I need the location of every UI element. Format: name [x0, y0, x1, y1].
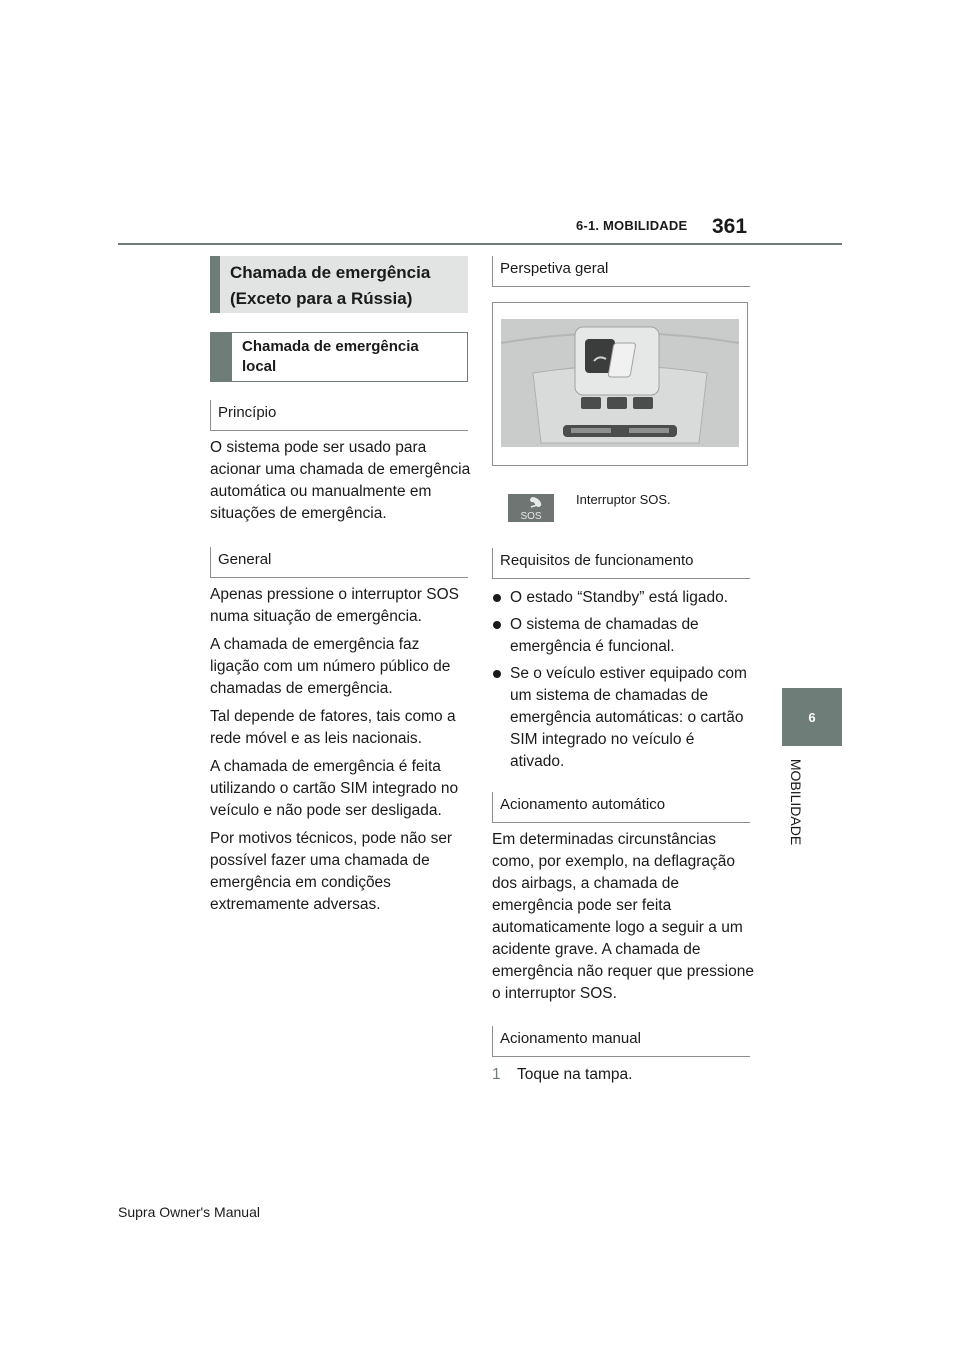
chapter-label [786, 756, 806, 852]
requirements-heading: Requisitos de funcionamento [492, 548, 750, 579]
general-section [210, 584, 472, 922]
general-paragraph: Apenas pressione o interruptor SOS numa situação de emergência. [210, 586, 459, 625]
principle-section [210, 437, 472, 531]
overhead-console-figure [492, 302, 748, 466]
automatic-heading: Acionamento automático [492, 792, 750, 823]
page-number: 361 [712, 215, 748, 238]
footer-text: Supra Owner's Manual [118, 1204, 260, 1220]
main-heading: Chamada de emergência (Exceto para a Rússia) [210, 256, 468, 313]
section-title: 6-1. MOBILIDADE [576, 218, 688, 233]
general-heading: General [210, 547, 468, 578]
list-item: Se o veículo estiver equipado com um sistema de chamadas de emergência automáticas: o cartão SIM integrado no veículo é ativado. [492, 663, 752, 773]
general-paragraph: A chamada de emergência é feita utilizando o cartão SIM integrado no veículo e não pode ser desligada. [210, 758, 459, 819]
overview-heading: Perspetiva geral [492, 256, 750, 287]
sos-phone-icon [508, 494, 554, 522]
step-text: Toque na tampa. [516, 1066, 633, 1083]
general-paragraph: Tal depende de fatores, tais como a rede móvel e as leis nacionais. [210, 708, 456, 747]
header-rule [118, 243, 842, 245]
requirements-list [492, 587, 752, 778]
manual-heading: Acionamento manual [492, 1026, 750, 1057]
chapter-tab[interactable]: 6 [782, 688, 842, 746]
principle-heading: Princípio [210, 400, 468, 431]
overhead-console-sos-illustration [493, 303, 747, 465]
automatic-text: Em determinadas circunstâncias como, por exemplo, na deflagração dos airbags, a chamada de emergência pode ser feita automaticamente logo a seguir a um acidente grave. A chamada de emergência não requer que pressione o interruptor SOS. [492, 831, 754, 1002]
sos-icon-label: SOS [520, 511, 542, 522]
list-item: O estado “Standby” está ligado. [492, 587, 752, 609]
general-paragraph: A chamada de emergência faz ligação com um número público de chamadas de emergência. [210, 636, 451, 697]
sos-caption: Interruptor SOS. [576, 492, 671, 507]
principle-text: O sistema pode ser usado para acionar uma chamada de emergência automática ou manualmente em situações de emergência. [210, 439, 471, 522]
manual-step [492, 1064, 632, 1086]
sub-heading: Chamada de emergência local [210, 332, 468, 382]
general-paragraph: Por motivos técnicos, pode não ser possível fazer uma chamada de emergência em condições extremamente adversas. [210, 830, 453, 913]
automatic-section [492, 829, 754, 1011]
chapter-label-text: MOBILIDADE [788, 758, 804, 846]
step-number: 1 [492, 1066, 501, 1083]
list-item: O sistema de chamadas de emergência é funcional. [492, 614, 752, 658]
